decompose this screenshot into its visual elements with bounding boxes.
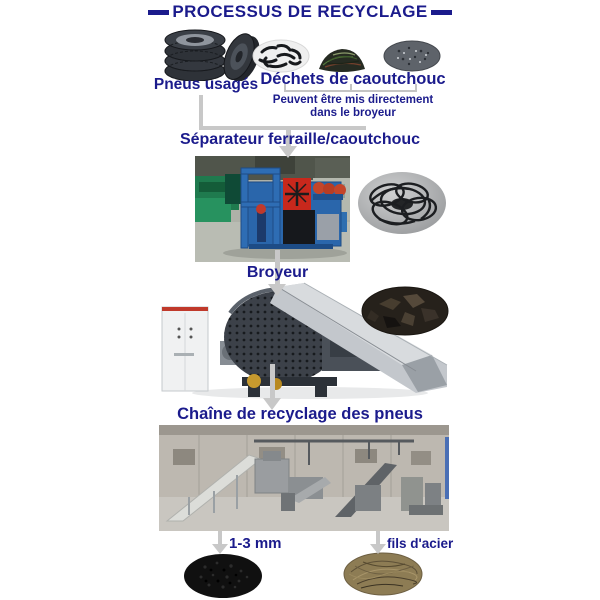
rubber-crumb-photo <box>383 39 441 73</box>
steel-wire-coil-photo <box>357 171 447 235</box>
waste-bracket-rail <box>284 90 417 92</box>
separator-label: Séparateur ferraille/caoutchouc <box>179 131 421 148</box>
page-title: PROCESSUS DE RECYCLAGE <box>172 2 428 21</box>
separator-machine-photo <box>195 156 350 262</box>
recycling-line-label: Chaîne de recyclage des pneus <box>177 405 423 423</box>
granulate-label: 1-3 mm <box>229 535 282 552</box>
used-tires-label: Pneus usagés <box>153 76 259 93</box>
recycling-line-photo <box>159 425 449 531</box>
rubber-fibers-photo <box>315 41 369 73</box>
steel-wire-output-label: fils d'acier <box>387 536 454 551</box>
direct-to-grinder-note <box>260 94 446 119</box>
granulate-arrow-head <box>212 544 228 554</box>
steel-wool-photo <box>343 552 423 597</box>
tires-connector-vertical <box>199 95 203 128</box>
note-line1: Peuvent être mis directement <box>272 94 434 106</box>
rubber-granulate-photo <box>183 553 263 600</box>
tires-connector-horizontal <box>199 126 366 130</box>
title-row <box>0 0 600 24</box>
rubber-waste-label: Déchets de caoutchouc <box>260 70 446 88</box>
shredded-rubber-photo <box>361 286 449 336</box>
steel-wire-arrow-stem <box>376 531 380 544</box>
grinder-label: Broyeur <box>246 264 309 281</box>
used-tires-photo <box>162 27 264 81</box>
title-dash-left-icon <box>148 10 169 15</box>
flow-arrow-3-stem <box>270 364 275 398</box>
note-line2: dans le broyeur <box>310 106 396 119</box>
steel-wire-arrow-head <box>370 544 386 554</box>
rubber-strips-photo <box>252 38 310 74</box>
flow-arrow-2-head <box>268 284 286 296</box>
granulate-arrow-stem <box>218 531 222 544</box>
title-dash-right-icon <box>431 10 452 15</box>
